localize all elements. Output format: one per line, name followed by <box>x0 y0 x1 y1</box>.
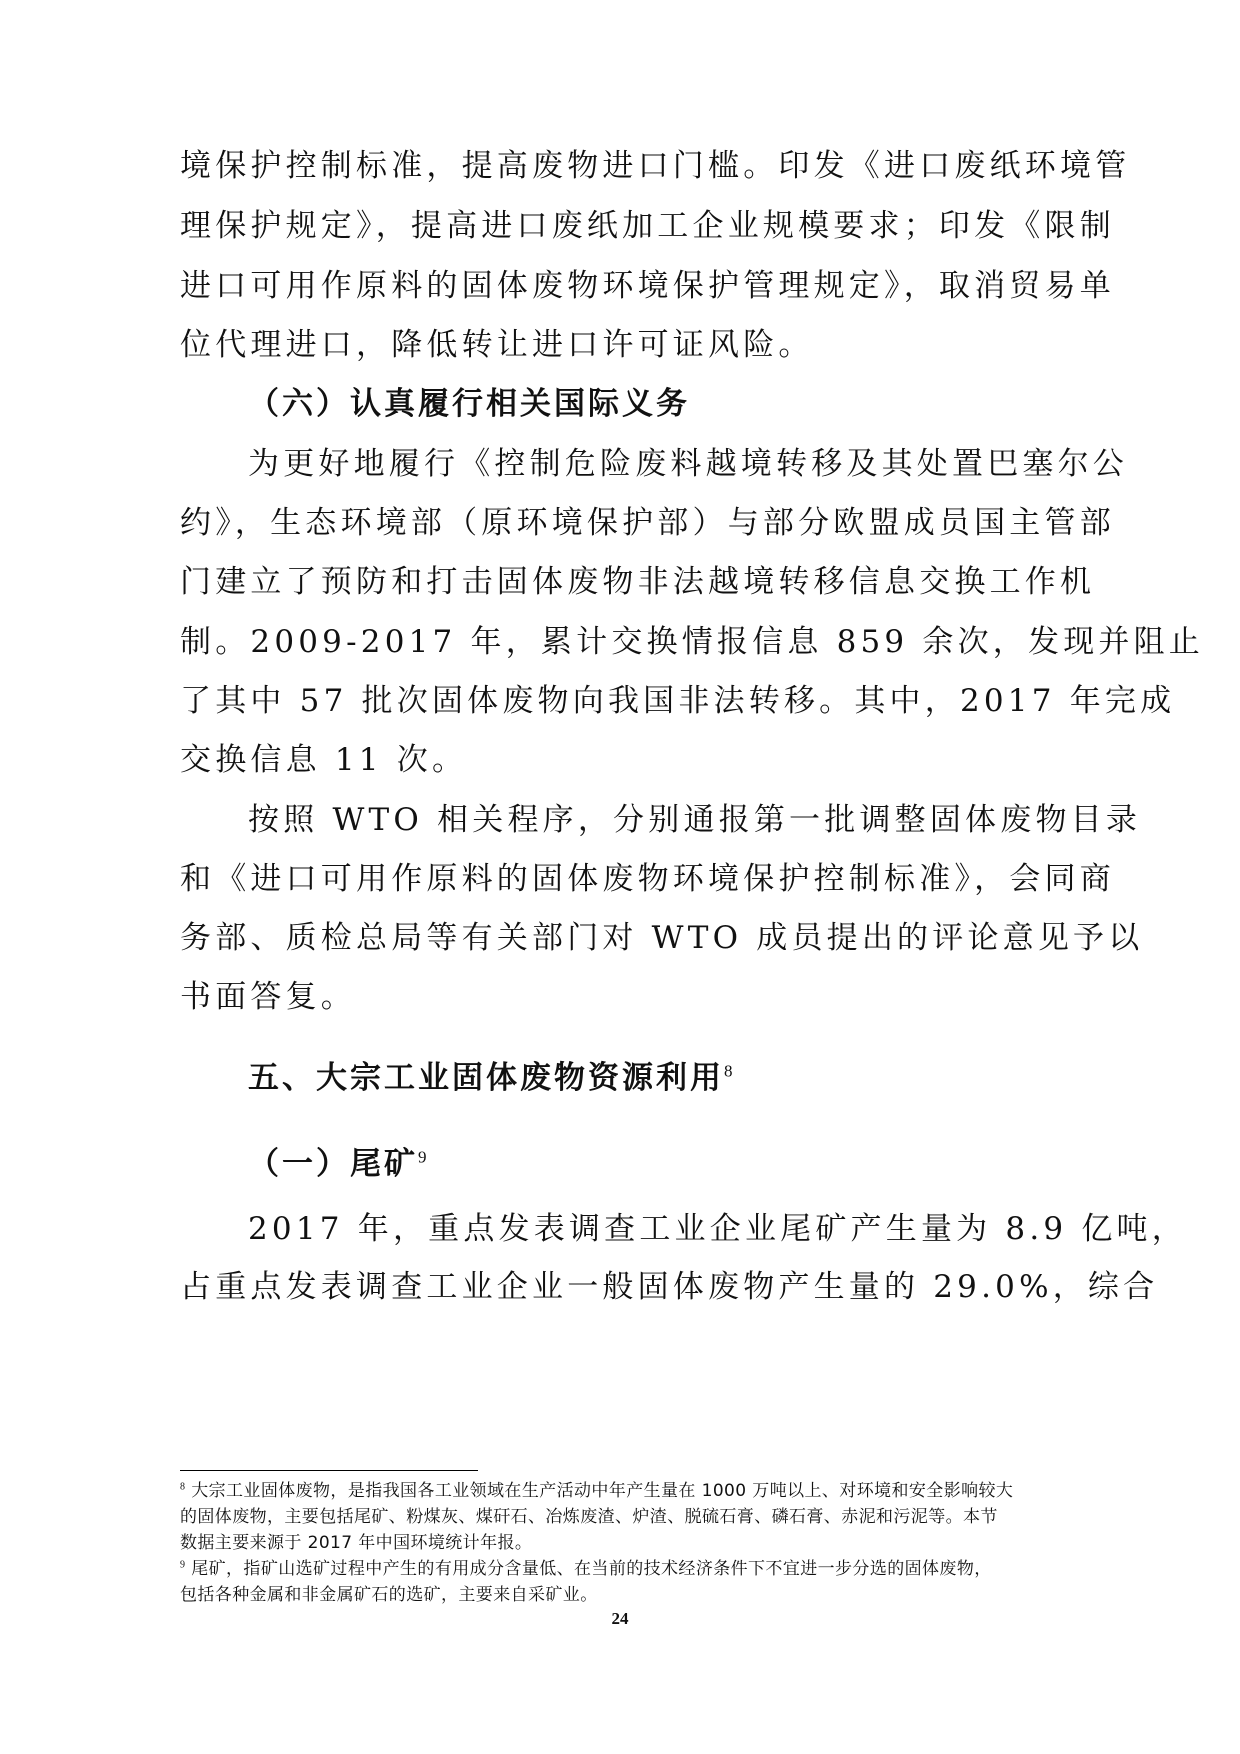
body-text-line: 书面答复。 <box>180 979 356 1015</box>
body-text-line: 进口可用作原料的固体废物环境保护管理规定》，取消贸易单 <box>180 268 1115 304</box>
body-text-line: 制。2009-2017 年，累计交换情报信息 859 余次，发现并阻止 <box>180 624 1204 660</box>
body-text-line: 了其中 57 批次固体废物向我国非法转移。其中，2017 年完成 <box>180 683 1176 719</box>
footnote-text-line: 包括各种金属和非金属矿石的选矿，主要来自采矿业。 <box>180 1585 598 1605</box>
body-text-line: 境保护控制标准，提高废物进口门槛。印发《进口废纸环境管 <box>180 148 1131 184</box>
body-text-line: 位代理进口，降低转让进口许可证风险。 <box>180 327 814 363</box>
subsection-heading-title: （一）尾矿 <box>248 1146 418 1182</box>
body-text-line: 交换信息 11 次。 <box>180 742 468 778</box>
footnote-9 <box>180 1556 1060 1582</box>
section-heading-title: 五、大宗工业固体废物资源利用 <box>248 1060 724 1096</box>
section-heading <box>248 1060 1138 1096</box>
footnote-text-line: 尾矿，指矿山选矿过程中产生的有用成分含量低、在当前的技术经济条件下不宜进一步分选的固体废物， <box>191 1559 992 1579</box>
subsection-heading: （六）认真履行相关国际义务 <box>248 386 690 422</box>
body-text-line: 约》，生态环境部（原环境保护部）与部分欧盟成员国主管部 <box>180 505 1115 541</box>
body-text-line: 按照 WTO 相关程序，分别通报第一批调整固体废物目录 <box>248 802 1142 838</box>
footnote-ref[interactable]: 9 <box>418 1147 430 1167</box>
subsection-heading <box>248 1146 1138 1182</box>
body-text-line: 为更好地履行《控制危险废料越境转移及其处置巴塞尔公 <box>248 446 1128 482</box>
body-text-line: 2017 年，重点发表调查工业企业尾矿产生量为 8.9 亿吨， <box>248 1211 1187 1247</box>
footnote-text-line: 的固体废物，主要包括尾矿、粉煤灰、煤矸石、冶炼废渣、炉渣、脱硫石膏、磷石膏、赤泥和污泥等。本节 <box>180 1507 998 1527</box>
footnote-8 <box>180 1478 1060 1504</box>
footnote-separator <box>180 1470 478 1471</box>
body-text-line: 门建立了预防和打击固体废物非法越境转移信息交换工作机 <box>180 564 1096 600</box>
page-number: 24 <box>611 1609 629 1628</box>
footnote-number: 9 <box>180 1559 186 1571</box>
footnote-text-line: 数据主要来源于 2017 年中国环境统计年报。 <box>180 1533 533 1553</box>
body-text-line: 和《进口可用作原料的固体废物环境保护控制标准》，会同商 <box>180 861 1115 897</box>
footnote-text-line: 大宗工业固体废物，是指我国各工业领域在生产活动中年产生量在 1000 万吨以上、对环境和安全影响较大 <box>191 1481 1014 1501</box>
footnote-ref[interactable]: 8 <box>724 1061 736 1081</box>
body-text-line: 理保护规定》，提高进口废纸加工企业规模要求；印发《限制 <box>180 208 1115 244</box>
footnote-number: 8 <box>180 1481 186 1493</box>
body-text-line: 务部、质检总局等有关部门对 WTO 成员提出的评论意见予以 <box>180 920 1144 956</box>
body-text-line: 占重点发表调查工业企业一般固体废物产生量的 29.0%，综合 <box>180 1269 1159 1305</box>
